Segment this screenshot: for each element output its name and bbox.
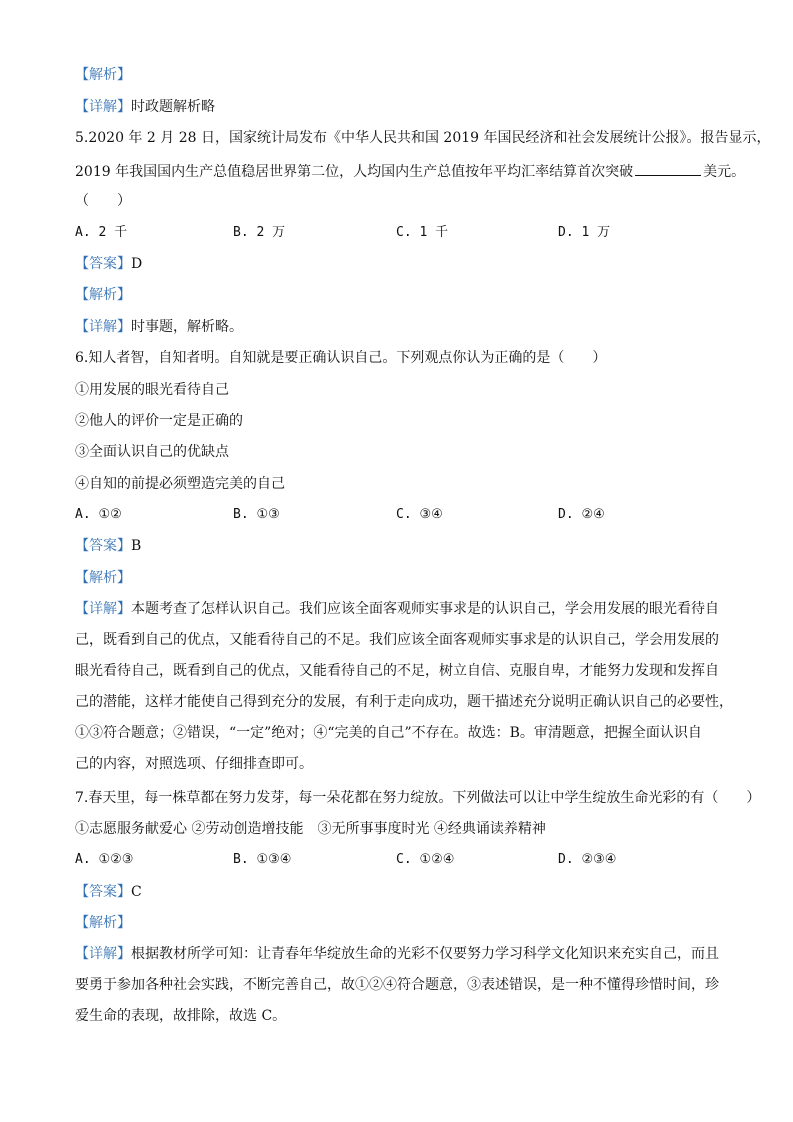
q5-stem-line2-unit: 美元。 [703,164,746,180]
q6-option-a: A. ①② [75,507,122,522]
q5-answer [75,255,142,273]
q6-analysis-label [75,569,131,587]
detail-line: 眼光看待自己，既看到自己的优点，又能看待自己的不足，树立自信、克服自卑，才能努力发现和发挥自 [75,663,719,679]
detail-line: ①③符合题意；②错误，“一定”绝对；④“完美的自己”不存在。故选：B。审清题意，把握全面认识自 [75,725,702,741]
q6-statement-2: ②他人的评价一定是正确的 [75,413,243,429]
detail-line: 己的内容，对照选项、仔细排查即可。 [75,756,313,772]
answer-tag: 【答案】 [75,884,131,900]
detail-text: 根据教材所学可知：让青春年华绽放生命的光彩不仅要努力学习科学文化知识来充实自己，而且 [131,946,719,962]
q6-option-d: D. ②④ [558,507,605,522]
detail-tag: 【详解】 [75,601,131,617]
answer-tag: 【答案】 [75,538,131,554]
q6-option-c: C. ③④ [396,507,443,522]
q5-detail [75,318,243,336]
q5-stem-line2 [75,161,745,181]
q7-option-b: B. ①③④ [233,852,292,867]
q5-option-a: A. 2 千 [75,225,128,240]
q6-statement-4: ④自知的前提必须塑造完美的自己 [75,476,285,492]
q7-detail-paragraph [75,939,721,1032]
detail-line [75,594,721,625]
detail-text: 时事题，解析略。 [131,319,243,335]
q5-analysis-label [75,286,131,304]
answer-value: B [131,538,142,554]
q6-answer [75,537,141,555]
q5-paren: （ ） [75,193,131,209]
q7-option-a: A. ①②③ [75,852,134,867]
q7-analysis-label [75,914,131,932]
detail-text: 本题考查了怎样认识自己。我们应该全面客观师实事求是的认识自己，学会用发展的眼光看待自 [131,601,719,617]
q5-option-c: C. 1 千 [396,225,449,240]
q7-option-c: C. ①②④ [396,852,455,867]
answer-value: D [131,256,143,272]
q7-option-d: D. ②③④ [558,852,617,867]
analysis-tag: 【解析】 [75,67,131,83]
detail-line [75,939,721,970]
q6-option-b: B. ①③ [233,507,280,522]
detail-line: 己的潜能，这样才能使自己得到充分的发展，有利于走向成功，题干描述充分说明正确认识自己的必要性， [75,694,733,710]
detail-text: 时政题解析略 [131,99,215,115]
q7-stem: 7.春天里，每一株草都在努力发芽，每一朵花都在努力绽放。下列做法可以让中学生绽放生命光彩的有（ ） [75,790,761,806]
answer-tag: 【答案】 [75,256,131,272]
answer-value: C [131,884,142,900]
q5-option-b: B. 2 万 [233,225,286,240]
q6-statement-1: ①用发展的眼光看待自己 [75,382,229,398]
analysis-tag: 【解析】 [75,915,131,931]
answer-blank [635,161,701,176]
q7-answer [75,883,142,901]
q5-option-d: D. 1 万 [558,225,611,240]
analysis-tag: 【解析】 [75,287,131,303]
q6-stem: 6.知人者智，自知者明。自知就是要正确认识自己。下列观点你认为正确的是（ ） [75,350,607,366]
q6-detail-paragraph [75,594,733,780]
detail-line: 己，既看到自己的优点，又能看待自己的不足。我们应该全面客观师实事求是的认识自己，学会用发展的 [75,632,719,648]
q4-detail [75,98,215,116]
detail-tag: 【详解】 [75,946,131,962]
analysis-tag: 【解析】 [75,570,131,586]
q7-statements: ①志愿服务献爱心 ②劳动创造增技能 ③无所事事度时光 ④经典诵读养精神 [75,821,546,837]
q6-statement-3: ③全面认识自己的优缺点 [75,444,229,460]
detail-tag: 【详解】 [75,99,131,115]
q5-stem-line1: 5.2020 年 2 月 28 日，国家统计局发布《中华人民共和国 2019 年国民经济和社会发展统计公报》。报告显示， [75,130,771,146]
q5-stem-line2-text: 2019 年我国国内生产总值稳居世界第二位，人均国内生产总值按年平均汇率结算首次突破 [75,164,634,180]
q4-analysis-label [75,66,131,84]
detail-line: 要勇于参加各种社会实践，不断完善自己，故①②④符合题意，③表述错误，是一种不懂得珍惜时间，珍 [75,977,719,993]
detail-tag: 【详解】 [75,319,131,335]
detail-line: 爱生命的表现，故排除，故选 C。 [75,1008,287,1024]
